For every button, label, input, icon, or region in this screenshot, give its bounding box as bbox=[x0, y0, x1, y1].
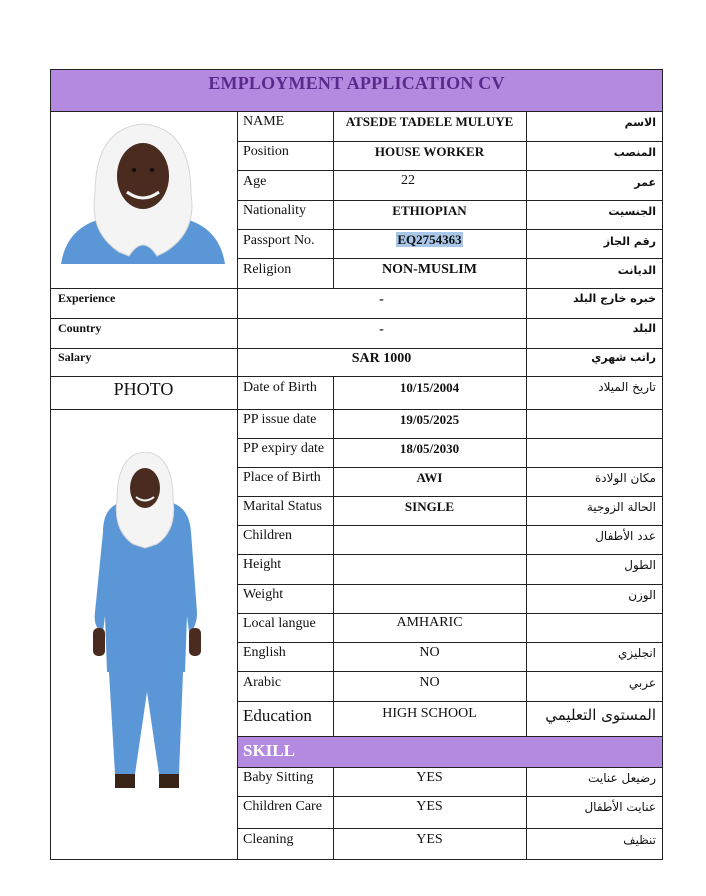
passport-value: EQ2754363 bbox=[397, 232, 462, 247]
english-arabic: انجليزي bbox=[617, 646, 656, 660]
age-arabic: عمر bbox=[634, 176, 656, 189]
cv-form bbox=[50, 69, 663, 860]
weight-label: Weight bbox=[243, 587, 284, 602]
dob-value: 10/15/2004 bbox=[399, 380, 460, 395]
education-arabic: المستوى التعليمي bbox=[545, 706, 656, 724]
skill-cleaning-arabic: تنظيف bbox=[623, 833, 656, 847]
nationality-label: Nationality bbox=[243, 203, 306, 218]
height-label: Height bbox=[243, 557, 282, 572]
headshot-photo bbox=[57, 114, 229, 264]
skill-children-care-value: YES bbox=[416, 799, 443, 814]
title-banner bbox=[51, 70, 662, 111]
nationality-value: ETHIOPIAN bbox=[392, 203, 467, 218]
weight-arabic: الوزن bbox=[628, 588, 656, 602]
salary-value: SAR 1000 bbox=[351, 351, 412, 366]
pob-value: AWI bbox=[416, 470, 443, 485]
arabic-value: NO bbox=[419, 675, 440, 690]
name-label: NAME bbox=[243, 114, 285, 129]
age-value: 22 bbox=[401, 173, 415, 188]
education-label: Education bbox=[243, 706, 312, 725]
full-body-photo bbox=[73, 452, 218, 822]
religion-arabic: الديانت bbox=[617, 264, 656, 277]
pob-arabic: مكان الولادة bbox=[594, 471, 656, 485]
children-label: Children bbox=[243, 528, 292, 543]
local-language-label: Local langue bbox=[243, 616, 316, 631]
position-arabic: المنصب bbox=[613, 146, 656, 159]
arabic-arabic: عربي bbox=[628, 676, 656, 690]
education-value: HIGH SCHOOL bbox=[382, 706, 477, 721]
skill-cleaning-value: YES bbox=[416, 832, 443, 847]
passport-value-cell bbox=[333, 232, 526, 248]
pp-expiry-value: 18/05/2030 bbox=[399, 441, 460, 456]
passport-label: Passport No. bbox=[243, 233, 315, 248]
position-label: Position bbox=[243, 144, 289, 159]
height-arabic: الطول bbox=[624, 558, 656, 572]
religion-value: NON-MUSLIM bbox=[382, 262, 477, 277]
skill-baby-sitting-label: Baby Sitting bbox=[243, 770, 314, 785]
marital-value: SINGLE bbox=[404, 499, 455, 514]
skill-baby-sitting-arabic: رضيعل عنايت bbox=[588, 771, 656, 785]
children-arabic: عدد الأطفال bbox=[595, 529, 656, 543]
name-arabic: الاسم bbox=[624, 116, 656, 129]
marital-arabic: الحالة الزوجية bbox=[586, 500, 656, 514]
english-label: English bbox=[243, 645, 286, 660]
skill-cleaning-label: Cleaning bbox=[243, 832, 294, 847]
dob-arabic: تاريخ الميلاد bbox=[598, 380, 656, 394]
country-value: - bbox=[379, 322, 384, 337]
arabic-label: Arabic bbox=[243, 675, 282, 690]
age-label: Age bbox=[243, 174, 267, 189]
salary-label: Salary bbox=[58, 350, 92, 364]
pp-issue-value: 19/05/2025 bbox=[399, 412, 460, 427]
pp-expiry-label: PP expiry date bbox=[243, 441, 325, 456]
skill-children-care-arabic: عنايت الأطفال bbox=[584, 800, 656, 814]
skill-children-care-label: Children Care bbox=[243, 799, 322, 814]
english-value: NO bbox=[419, 645, 440, 660]
local-language-value: AMHARIC bbox=[396, 615, 463, 630]
name-value: ATSEDE TADELE MULUYE bbox=[345, 114, 514, 129]
experience-value: - bbox=[379, 292, 384, 307]
dob-label: Date of Birth bbox=[243, 380, 317, 395]
skill-banner bbox=[238, 737, 662, 767]
nationality-arabic: الجنسيت bbox=[608, 205, 656, 218]
country-arabic: البلد bbox=[632, 322, 656, 335]
form-title: EMPLOYMENT APPLICATION CV bbox=[208, 73, 505, 93]
country-label: Country bbox=[58, 321, 102, 335]
experience-arabic: خبره خارج البلد bbox=[573, 292, 656, 305]
photo-label: PHOTO bbox=[113, 379, 174, 399]
skill-title: SKILL bbox=[243, 741, 295, 760]
marital-label: Marital Status bbox=[243, 499, 322, 514]
salary-arabic: راتب شهري bbox=[591, 351, 656, 364]
religion-label: Religion bbox=[243, 262, 292, 277]
pob-label: Place of Birth bbox=[243, 470, 321, 485]
experience-label: Experience bbox=[58, 291, 116, 305]
pp-issue-label: PP issue date bbox=[243, 412, 317, 427]
passport-arabic: رقم الجاز bbox=[603, 235, 656, 248]
skill-baby-sitting-value: YES bbox=[416, 770, 443, 785]
position-value: HOUSE WORKER bbox=[374, 144, 485, 159]
